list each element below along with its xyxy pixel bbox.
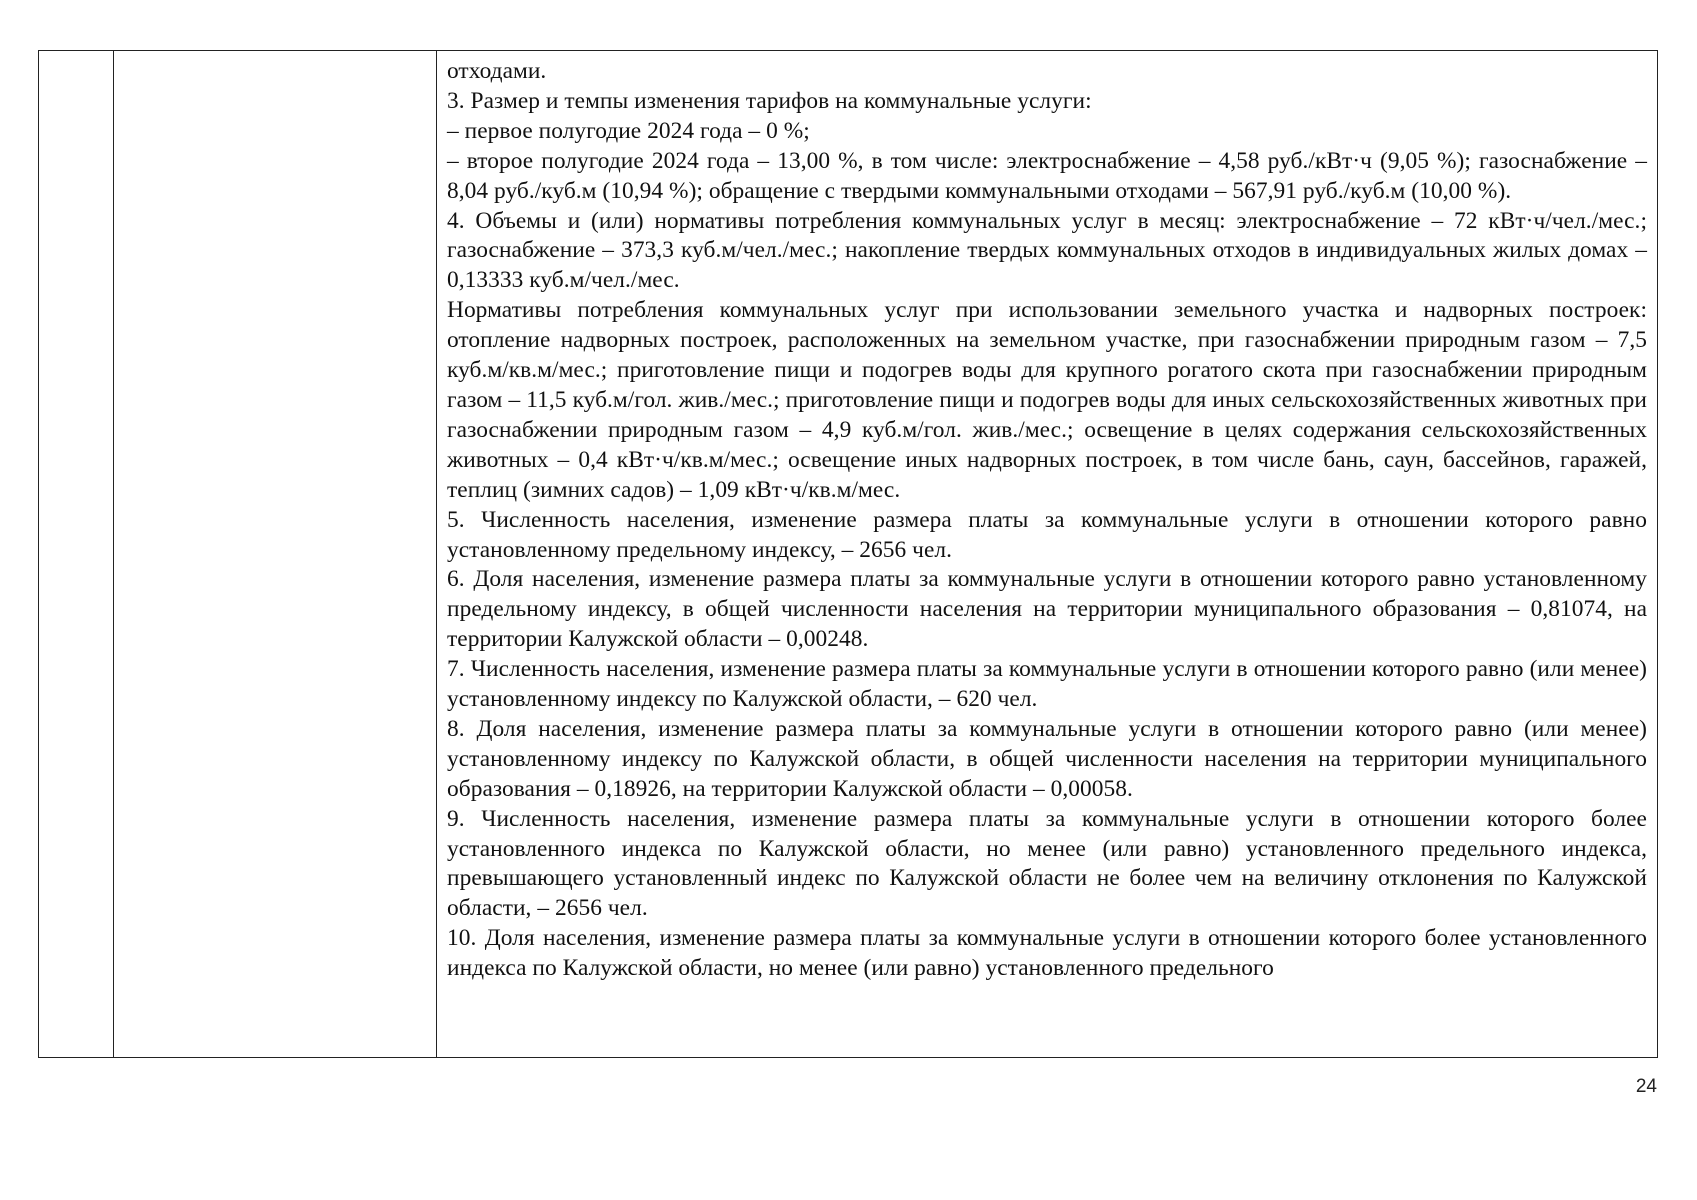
paragraph: 4. Объемы и (или) нормативы потребления коммунальных услуг в месяц: электроснабжение – 72 кВт·ч/чел./мес.; газоснабжение – 373,3 куб.м/чел./мес.; накопление твердых коммунальных отходов в индивидуальных жилых домах – 0,13333 куб.м/чел./мес.	[447, 207, 1647, 294]
document-table	[38, 50, 1658, 1058]
content-text	[437, 51, 1657, 984]
table-row	[39, 51, 1658, 1058]
paragraph: 7. Численность населения, изменение размера платы за коммунальные услуги в отношении которого равно (или менее) установленному индексу по Калужской области, – 620 чел.	[447, 656, 1647, 713]
paragraph: 6. Доля населения, изменение размера платы за коммунальные услуги в отношении которого равно установленному предельному индексу, в общей численности населения на территории муниципального образования – 0,81074, на территории Калужской области – 0,00248.	[447, 566, 1647, 653]
paragraph: отходами.	[447, 58, 547, 84]
paragraph: Нормативы потребления коммунальных услуг при использовании земельного участка и надворных построек: отопление надворных построек, расположенных на земельном участке, при газоснабжении природным газом – 7,5 куб.м/кв.м/мес.; приготовление пищи и подогрев воды для крупного рогатого скота при газоснабжении природным газом – 11,5 куб.м/гол. жив./мес.; приготовление пищи и подогрев воды для иных сельскохозяйственных животных при газоснабжении природным газом – 4,9 куб.м/гол. жив./мес.; освещение в целях содержания сельскохозяйственных животных – 0,4 кВт·ч/кв.м/мес.; освещение иных надворных построек, в том числе бань, саун, бассейнов, гаражей, теплиц (зимних садов) – 1,09 кВт·ч/кв.м/мес.	[447, 297, 1647, 503]
content-cell	[437, 51, 1658, 1058]
empty-cell-indicator	[114, 51, 437, 1058]
paragraph: 3. Размер и темпы изменения тарифов на коммунальные услуги:	[447, 87, 1092, 114]
page-number: 24	[1635, 1076, 1657, 1097]
paragraph: 8. Доля населения, изменение размера платы за коммунальные услуги в отношении которого равно (или менее) установленному индексу по Калужской области, в общей численности населения на территории муниципального образования – 0,18926, на территории Калужской области – 0,00058.	[447, 715, 1647, 802]
paragraph: – первое полугодие 2024 года – 0 %;	[447, 117, 810, 144]
paragraph: 5. Численность населения, изменение размера платы за коммунальные услуги в отношении которого равно установленному предельному индексу, – 2656 чел.	[447, 506, 1647, 563]
paragraph: 10. Доля населения, изменение размера платы за коммунальные услуги в отношении которого более установленного индекса по Калужской области, но менее (или равно) установленного предельного	[447, 925, 1647, 982]
paragraph: – второе полугодие 2024 года – 13,00 %, в том числе: электроснабжение – 4,58 руб./кВт·ч (9,05 %); газоснабжение – 8,04 руб./куб.м (10,94 %); обращение с твердыми коммунальными отходами – 567,91 руб./куб.м (10,00 %).	[447, 147, 1647, 204]
empty-cell-number	[39, 51, 114, 1058]
paragraph: 9. Численность населения, изменение размера платы за коммунальные услуги в отношении которого более установленного индекса по Калужской области, но менее (или равно) установленного предельного индекса, превышающего установленный индекс по Калужской области не более чем на величину отклонения по Калужской области, – 2656 чел.	[447, 805, 1647, 922]
